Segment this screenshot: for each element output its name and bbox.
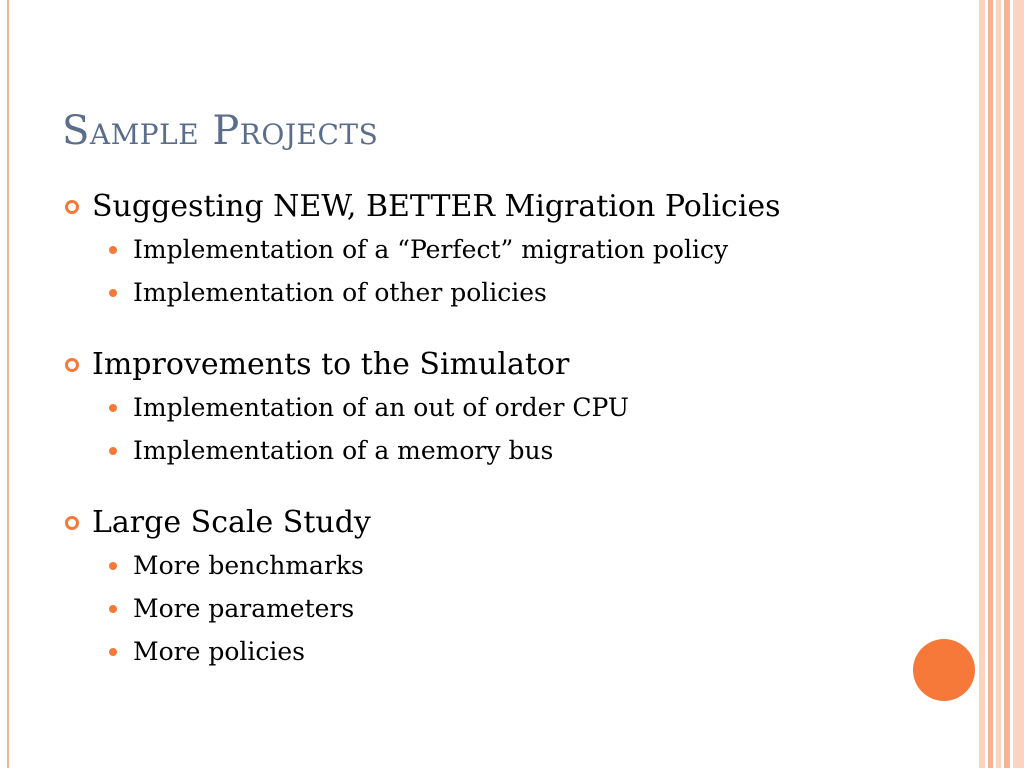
list-item	[62, 228, 912, 271]
section-large-scale-study	[62, 502, 912, 673]
right-stripe-4	[1004, 0, 1010, 768]
list-item-text: Implementation of a memory bus	[133, 436, 554, 465]
right-stripe-1	[979, 0, 985, 768]
right-stripe-5	[1013, 0, 1024, 768]
list-item	[62, 587, 912, 630]
section-heading-text: Improvements to the Simulator	[92, 347, 570, 382]
list-item	[62, 271, 912, 314]
list-item	[62, 429, 912, 472]
list-item-text: Implementation of a “Perfect” migration policy	[133, 235, 729, 264]
list-item-text: Implementation of other policies	[133, 278, 547, 307]
section-heading-text: Large Scale Study	[92, 505, 371, 540]
ring-bullet-icon	[65, 358, 79, 372]
bullet-content	[62, 186, 912, 673]
list-item	[62, 630, 912, 673]
slide-title: Sample Projects	[62, 108, 379, 154]
list-item-text: More benchmarks	[133, 551, 364, 580]
list-item-text: More parameters	[133, 594, 355, 623]
section-migration-policies	[62, 186, 912, 314]
dot-bullet-icon	[109, 648, 117, 656]
dot-bullet-icon	[109, 562, 117, 570]
dot-bullet-icon	[109, 246, 117, 254]
list-item-text: Implementation of an out of order CPU	[133, 393, 629, 422]
list-item-text: More policies	[133, 637, 306, 666]
section-heading	[62, 344, 912, 386]
section-heading	[62, 186, 912, 228]
section-heading	[62, 502, 912, 544]
right-stripe-3	[996, 0, 1001, 768]
left-border-line	[7, 0, 9, 768]
dot-bullet-icon	[109, 404, 117, 412]
orange-circle-icon	[913, 639, 975, 701]
list-item	[62, 544, 912, 587]
ring-bullet-icon	[65, 516, 79, 530]
section-heading-text: Suggesting NEW, BETTER Migration Policies	[92, 189, 781, 224]
ring-bullet-icon	[65, 200, 79, 214]
section-simulator-improvements	[62, 344, 912, 472]
dot-bullet-icon	[109, 605, 117, 613]
dot-bullet-icon	[109, 447, 117, 455]
dot-bullet-icon	[109, 289, 117, 297]
list-item	[62, 386, 912, 429]
right-stripe-2	[988, 0, 993, 768]
